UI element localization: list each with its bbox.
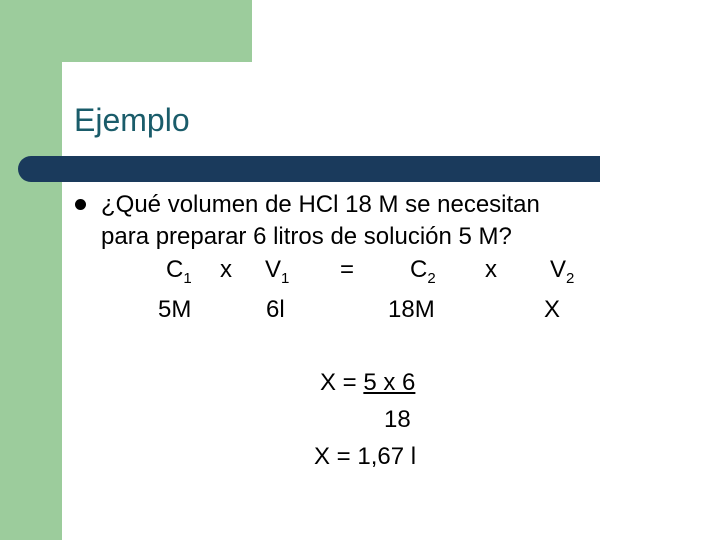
solution-denominator: 18 [384,406,411,433]
value-c1: 5M [158,296,192,323]
formula-times-2: x [485,256,497,283]
title-underline-bar [18,156,600,182]
formula-v2: $V_2$ [550,256,575,287]
bullet-icon [75,199,86,210]
slide-title: Ejemplo [74,102,190,138]
solution-fraction: X = 5 x 6 [320,369,416,396]
formula-c1: $C_1$ [166,256,192,287]
green-left-band [0,0,62,540]
solution-numerator: 5 x 6 [363,369,416,396]
question-line-1: ¿Qué volumen de HCl 18 M se necesitan [101,191,540,218]
value-c2: 18M [388,296,435,323]
question-line-2: para preparar 6 litros de solución 5 M? [101,223,512,250]
value-v2: X [544,296,561,323]
solution-result: X = 1,67 l [314,443,417,470]
formula-times-1: x [220,256,232,283]
formula-equals: = [340,256,355,283]
value-v1: 6l [266,296,285,323]
formula-c2: $C_2$ [410,256,436,287]
formula-v1: $V_1$ [265,256,290,287]
